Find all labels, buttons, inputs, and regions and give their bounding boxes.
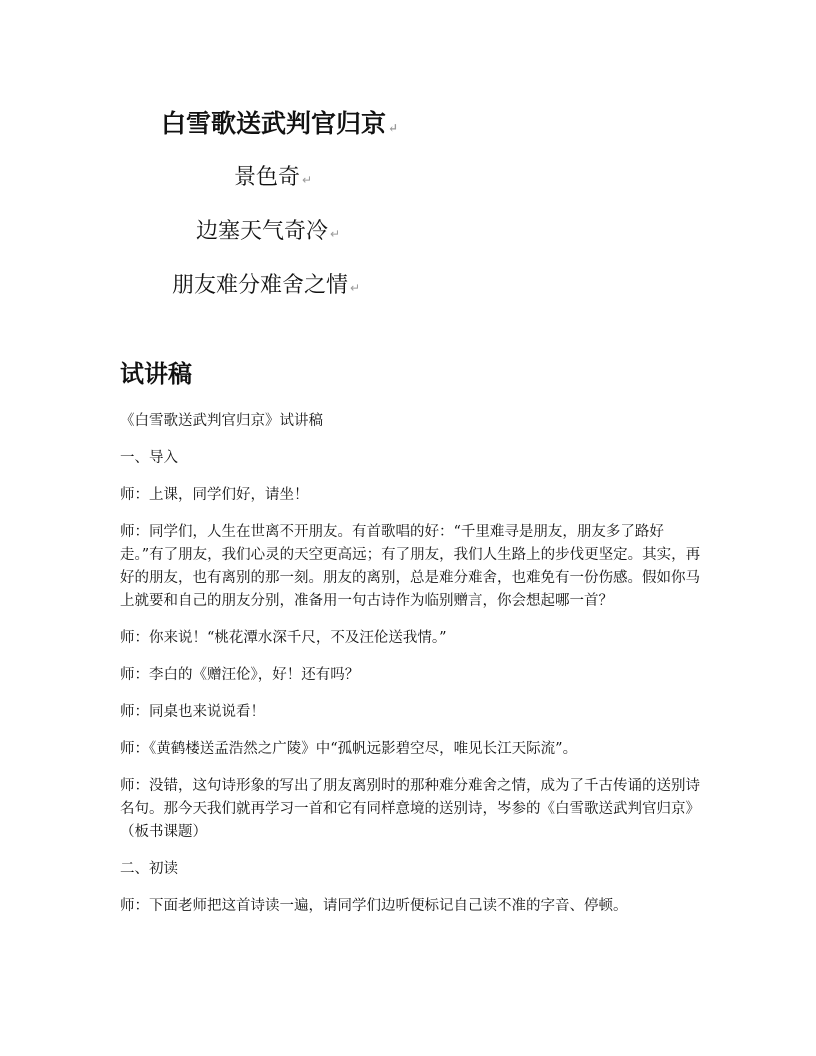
board-title: 白雪歌送武判官归京 ↵: [161, 109, 399, 138]
paragraph: 师：没错，这句诗形象的写出了朋友离别时的那种难分难舍之情，成为了千古传诵的送别诗名句。那今天我们就再学习一首和它有同样意境的送别诗，岑参的《白雪歌送武判官归京》（板书课题）: [120, 778, 700, 840]
section-heading: 试讲稿: [120, 360, 192, 388]
doc-title: 《白雪歌送武判官归京》试讲稿: [120, 413, 323, 429]
paragraph: 师：《黄鹤楼送孟浩然之广陵》中“孤帆远影碧空尽，唯见长江天际流”。: [120, 741, 578, 757]
paragraph: 师：同桌也来说说看！: [120, 704, 265, 720]
paragraph-mark-icon: ↵: [302, 173, 313, 187]
paragraph-mark-icon: ↵: [388, 121, 399, 135]
paragraph-mark-icon: ↵: [330, 227, 341, 241]
board-line-2: 边塞天气奇冷 ↵: [196, 219, 341, 244]
board-line-3: 朋友难分难舍之情 ↵: [172, 273, 361, 298]
paragraph: 师：李白的《赠汪伦》，好！还有吗？: [120, 667, 360, 683]
paragraph: 师：上课，同学们好，请坐！: [120, 487, 309, 503]
section-intro: 一、导入: [120, 450, 178, 466]
paragraph: 师：同学们，人生在世离不开朋友。有首歌唱的好：“千里难寻是朋友，朋友多了路好走。”有了朋友，我们心灵的天空更高远；有了朋友，我们人生路上的步伐更坚定。其实，再好的朋友，也有离别的那一刻。朋友的离别，总是难分难舍，也难免有一份伤感。假如你马上就要和自己的朋友分别，准备用一句古诗作为临别赠言，你会想起哪一首？: [120, 524, 701, 609]
paragraph-mark-icon: ↵: [350, 281, 361, 295]
document-body: [120, 410, 704, 932]
paragraph: 师：下面老师把这首诗读一遍，请同学们边听便标记自己读不准的字音、停顿。: [120, 898, 628, 914]
section-first-reading: 二、初读: [120, 861, 178, 877]
board-line-1: 景色奇 ↵: [234, 165, 313, 190]
paragraph: 师：你来说！“桃花潭水深千尺，不及汪伦送我情。”: [120, 630, 447, 646]
